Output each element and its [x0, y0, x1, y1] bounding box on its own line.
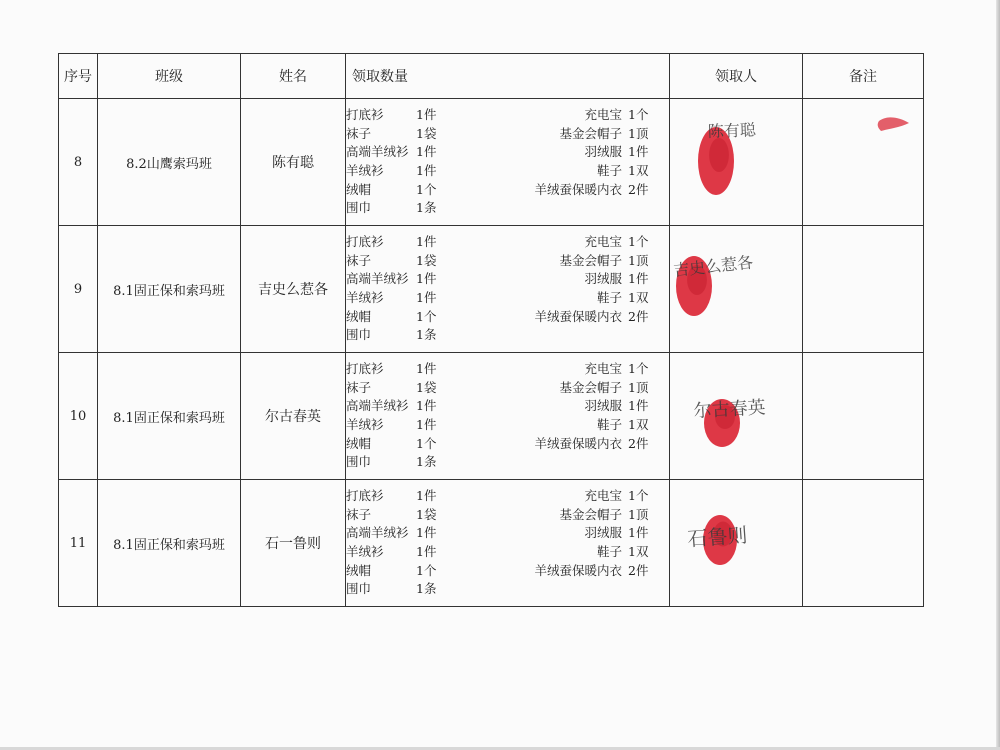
seq-cell: 8 [59, 99, 98, 226]
item-label: 打底衫 [346, 488, 384, 504]
item-line [346, 308, 669, 327]
item-label: 羊绒蚕保暖内衣 [534, 562, 622, 578]
table-row [59, 226, 924, 353]
item-line [346, 580, 669, 599]
item-label: 袜子 [346, 506, 372, 522]
item-line [346, 106, 669, 125]
signature-with-fingerprint [670, 480, 803, 606]
item-label: 袜子 [346, 252, 372, 268]
item-quantity: 1件 [416, 290, 437, 305]
distribution-table [58, 53, 924, 607]
signature-with-fingerprint [670, 99, 803, 225]
item-quantity: 2件 [628, 181, 649, 197]
item-quantity: 1顶 [628, 506, 649, 522]
item-line [346, 252, 669, 271]
item-quantity: 2件 [628, 435, 649, 451]
item-quantity: 1袋 [416, 506, 437, 522]
item-line [346, 143, 669, 162]
item-quantity [628, 326, 668, 345]
header-quantity: 领取数量 [346, 54, 670, 99]
item-quantity: 1件 [416, 525, 437, 541]
signature-with-fingerprint [670, 353, 803, 479]
item-line [346, 270, 669, 289]
recipient-cell [670, 99, 803, 226]
item-line [346, 181, 669, 200]
item-label: 绒帽 [346, 181, 372, 197]
item-quantity: 1个 [416, 181, 437, 197]
item-line [346, 487, 669, 506]
remarks-cell [803, 353, 924, 480]
table-row [59, 353, 924, 480]
item-label: 羊绒衫 [346, 290, 384, 305]
item-quantity: 1个 [416, 435, 437, 451]
item-quantity: 1个 [628, 234, 649, 250]
remarks-cell [803, 99, 924, 226]
header-row [59, 54, 924, 99]
class-cell: 8.1固正保和索玛班 [98, 226, 241, 353]
item-quantity: 1顶 [628, 125, 649, 141]
item-label: 围巾 [346, 454, 372, 470]
item-quantity [628, 580, 668, 599]
item-label: 高端羊绒衫 [346, 398, 409, 414]
item-line [346, 360, 669, 379]
item-label: 鞋子 [596, 290, 622, 305]
item-quantity: 1顶 [628, 379, 649, 395]
item-quantity: 1件 [416, 234, 437, 250]
item-line [346, 435, 669, 454]
item-quantity: 2件 [628, 308, 649, 324]
item-label: 羽绒服 [584, 398, 622, 414]
item-label: 羽绒服 [584, 144, 622, 160]
item-line [346, 125, 669, 144]
handwritten-signature: 尔古春英 [693, 397, 767, 422]
item-label [466, 453, 628, 472]
item-label: 围巾 [346, 581, 372, 597]
recipient-cell [670, 353, 803, 480]
item-quantity [628, 453, 668, 472]
seq-cell: 9 [59, 226, 98, 353]
item-line [346, 326, 669, 345]
header-seq: 序号 [59, 54, 98, 99]
item-label [466, 326, 628, 345]
page-edge-shadow [996, 0, 1000, 750]
table-row [59, 480, 924, 607]
item-quantity: 1件 [628, 271, 649, 287]
item-quantity: 1件 [416, 398, 437, 414]
item-line [346, 506, 669, 525]
item-label: 打底衫 [346, 107, 384, 123]
item-line [346, 289, 669, 308]
header-class: 班级 [98, 54, 241, 99]
class-cell: 8.1固正保和索玛班 [98, 480, 241, 607]
item-quantity: 1件 [416, 163, 437, 178]
item-label: 袜子 [346, 379, 372, 395]
item-label: 绒帽 [346, 308, 372, 324]
item-quantity: 1个 [628, 488, 649, 504]
item-label: 羽绒服 [584, 271, 622, 287]
header-recipient: 领取人 [670, 54, 803, 99]
item-label: 高端羊绒衫 [346, 271, 409, 287]
item-label: 绒帽 [346, 435, 372, 451]
name-cell: 陈有聪 [241, 99, 346, 226]
item-quantity: 1个 [628, 107, 649, 123]
item-label: 羊绒衫 [346, 417, 384, 432]
item-label [466, 199, 628, 218]
item-label: 羊绒衫 [346, 163, 384, 178]
items-cell [346, 226, 670, 353]
remarks-cell [803, 480, 924, 607]
item-quantity: 1件 [416, 361, 437, 377]
item-label: 充电宝 [584, 107, 622, 123]
seq-cell: 11 [59, 480, 98, 607]
item-label: 基金会帽子 [559, 125, 622, 141]
name-cell: 石一鲁则 [241, 480, 346, 607]
item-quantity: 1个 [416, 562, 437, 578]
table-row [59, 99, 924, 226]
recipient-cell [670, 480, 803, 607]
item-quantity: 1件 [416, 417, 437, 432]
item-label: 羽绒服 [584, 525, 622, 541]
name-cell: 吉史么惹各 [241, 226, 346, 353]
class-cell: 8.1固正保和索玛班 [98, 353, 241, 480]
item-quantity: 1件 [628, 144, 649, 160]
handwritten-signature: 石鲁则 [686, 522, 749, 551]
item-quantity: 1袋 [416, 252, 437, 268]
item-line [346, 543, 669, 562]
item-quantity: 1个 [416, 308, 437, 324]
item-quantity: 1条 [416, 200, 437, 216]
item-quantity: 1件 [416, 271, 437, 287]
item-quantity: 1双 [628, 544, 649, 559]
red-ink-mark [803, 99, 924, 225]
item-label [466, 580, 628, 599]
item-line [346, 233, 669, 252]
item-label: 羊绒蚕保暖内衣 [534, 435, 622, 451]
item-line [346, 379, 669, 398]
class-cell: 8.2山鹰索玛班 [98, 99, 241, 226]
header-remarks: 备注 [803, 54, 924, 99]
item-quantity [628, 199, 668, 218]
item-label: 鞋子 [596, 417, 622, 432]
item-quantity: 1件 [628, 398, 649, 414]
seq-cell: 10 [59, 353, 98, 480]
signature-with-fingerprint [670, 226, 803, 352]
item-line [346, 162, 669, 181]
items-cell [346, 480, 670, 607]
item-line [346, 562, 669, 581]
recipient-cell [670, 226, 803, 353]
item-line [346, 199, 669, 218]
item-label: 充电宝 [584, 234, 622, 250]
item-label: 打底衫 [346, 361, 384, 377]
item-quantity: 1袋 [416, 125, 437, 141]
item-label: 基金会帽子 [559, 252, 622, 268]
item-quantity: 1双 [628, 163, 649, 178]
item-line [346, 524, 669, 543]
item-line [346, 416, 669, 435]
item-quantity: 1条 [416, 581, 437, 597]
item-quantity: 2件 [628, 562, 649, 578]
item-label: 羊绒衫 [346, 544, 384, 559]
item-quantity: 1件 [416, 488, 437, 504]
item-quantity: 1件 [416, 144, 437, 160]
item-label: 围巾 [346, 200, 372, 216]
items-cell [346, 353, 670, 480]
item-label: 围巾 [346, 327, 372, 343]
handwritten-signature: 吉史么惹各 [672, 252, 754, 280]
item-label: 羊绒蚕保暖内衣 [534, 308, 622, 324]
items-cell [346, 99, 670, 226]
item-label: 基金会帽子 [559, 379, 622, 395]
item-quantity: 1个 [628, 361, 649, 377]
item-quantity: 1顶 [628, 252, 649, 268]
item-line [346, 397, 669, 416]
item-quantity: 1件 [416, 107, 437, 123]
item-label: 羊绒蚕保暖内衣 [534, 181, 622, 197]
item-label: 鞋子 [596, 163, 622, 178]
item-label: 基金会帽子 [559, 506, 622, 522]
item-quantity: 1双 [628, 417, 649, 432]
item-label: 高端羊绒衫 [346, 144, 409, 160]
item-label: 袜子 [346, 125, 372, 141]
item-quantity: 1双 [628, 290, 649, 305]
item-quantity: 1件 [628, 525, 649, 541]
item-label: 鞋子 [596, 544, 622, 559]
item-quantity: 1袋 [416, 379, 437, 395]
item-quantity: 1条 [416, 327, 437, 343]
header-name: 姓名 [241, 54, 346, 99]
handwritten-signature: 陈有聪 [707, 120, 757, 141]
item-label: 绒帽 [346, 562, 372, 578]
item-label: 充电宝 [584, 488, 622, 504]
item-line [346, 453, 669, 472]
remarks-cell [803, 226, 924, 353]
item-label: 充电宝 [584, 361, 622, 377]
item-label: 高端羊绒衫 [346, 525, 409, 541]
name-cell: 尔古春英 [241, 353, 346, 480]
item-quantity: 1条 [416, 454, 437, 470]
item-quantity: 1件 [416, 544, 437, 559]
item-label: 打底衫 [346, 234, 384, 250]
